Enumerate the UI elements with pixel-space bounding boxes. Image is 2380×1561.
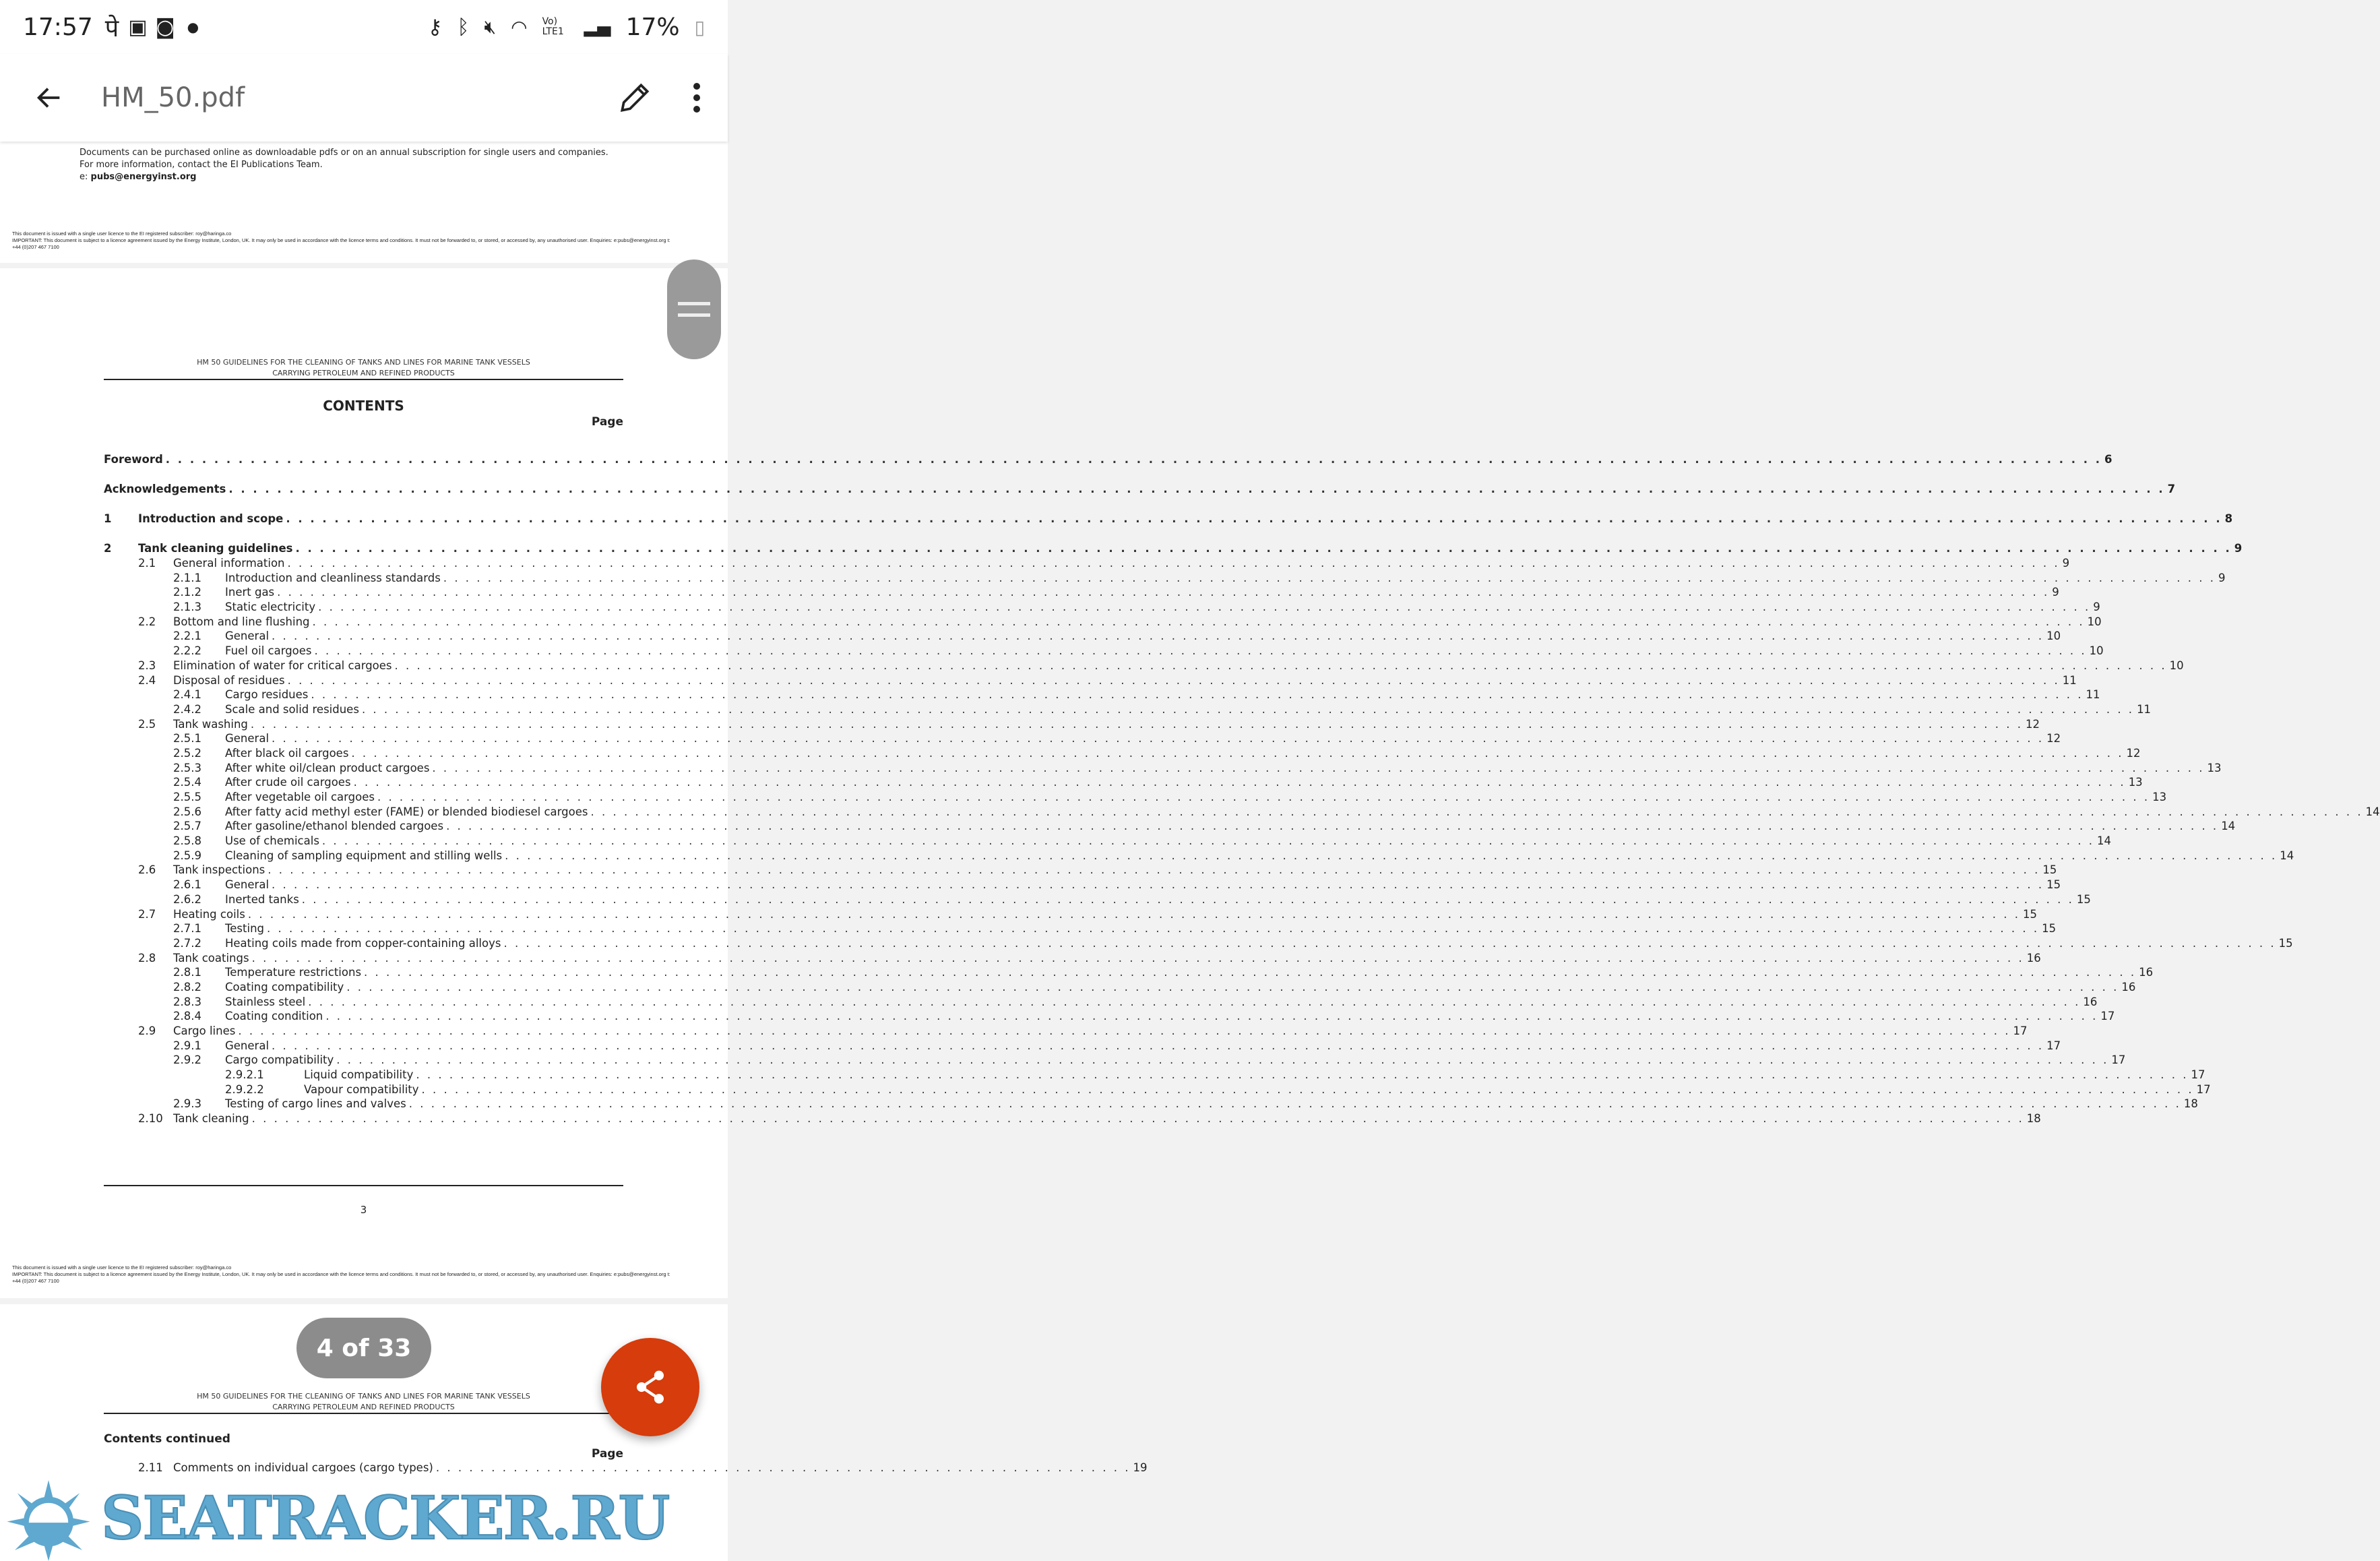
- toc-number: 2.9.2: [173, 1053, 201, 1067]
- toc-page: 7: [2167, 483, 2176, 495]
- toc-number: 2.1.3: [173, 601, 201, 614]
- dot-leader: . . . . . . . . . . . . . . . . . . . . . . . . . . . . . . . . . . . . . . . . . . . . . . . . . . . . . . . . . . . . . . . . . . . . . . . . . . . . . . . . . . . . . . . . . . . . . . . . . . . . . . . . . . . . . . . . . . . . . . . . . . . . . . . . . . . . . . . . . . . . . . . . . . . . . . . . . . . . . . . .: [353, 776, 2126, 789]
- dot-leader: . . . . . . . . . . . . . . . . . . . . . . . . . . . . . . . . . . . . . . . . . . . . . . . . . . . . . . . . . . . . . . . . . . . . . . . . . . . . . . . . . . . . . . . . . . . . . . . . . . . . . . . . . . . . . . . . . . . . . . . . . . . . . . . . . . . . . . . . . . . . . . . . . . . . . . . . . . . . . . . .: [443, 571, 2216, 584]
- doc-header-line2: CARRYING PETROLEUM AND REFINED PRODUCTS: [272, 1403, 455, 1411]
- doc-header-line2: CARRYING PETROLEUM AND REFINED PRODUCTS: [272, 369, 455, 377]
- toc-title: Heating coils made from copper-containing alloys: [225, 936, 501, 950]
- dot-leader: . . . . . . . . . . . . . . . . . . . . . . . . . . . . . . . . . . . . . . . . . . . . . . . . . . . . . . . . . . . . . . . . . . . . . . . . . . . . . . . . . . . . . . . . . . . . . . . . . . . . . . . . . . . . . . . . . . . . . . . . . . . . . . . . . . . . . . . . . . . . . . . . . . . . . . . . . . . . . . . .: [312, 615, 2085, 628]
- toc-title: Liquid compatibility: [304, 1068, 414, 1082]
- dot-leader: . . . . . . . . . . . . . . . . . . . . . . . . . . . . . . . . . . . . . . . . . . . . . . . . . . . . . . . . . . . . . . . . . . . . . . . . . . . . . . . . . . . . . . . . . . . . . . . . . . . . . . . . . . . . . . . . . . . . . . . . . . . . . . . . . . . . . . . . . . . . . . . . . . . . . . . . . . . . . . . .: [228, 483, 2165, 495]
- dot-leader: . . . . . . . . . . . . . . . . . . . . . . . . . . . . . . . . . . . . . . . . . . . . . . . . . . . . . . . . . . . . . . . . . . . . . . . . . . . . . . . . . . . . . . . . . . . . . . . . . . . . . . . . . . . . . . . . . . . . . . . . . . . . . . . . . . . . . . . . . . . . . . . . . . . . . . . . . . . . . . . .: [432, 761, 2205, 774]
- toc-number: 2.5.2: [173, 746, 201, 760]
- toc-row[interactable]: [104, 921, 2057, 936]
- toc-page: 14: [2097, 834, 2112, 848]
- toc-page: 16: [2121, 980, 2136, 993]
- toc-title: Acknowledgements: [104, 483, 226, 495]
- key-icon: ⚷: [427, 15, 443, 39]
- toc-number: 2.7: [138, 907, 156, 921]
- toc-number: 2.1.1: [173, 571, 201, 584]
- dot-leader: . . . . . . . . . . . . . . . . . . . . . . . . . . . . . . . . . . . . . . . . . . . . . . . . . . . . . . . . . . . . . . . . . . . . . . . . . . . . . . . . . . . . . . . . . . . . . . . . . . . . . . . . . . . . . . . . . . . . . . . . . . . . . . . . . . . . . . . . . . . . . . . . . . . . . . . . . . . . . . . .: [268, 863, 2040, 877]
- dot-leader: . . . . . . . . . . . . . . . . . . . . . . . . . . . . . . . . . . . . . . . . . . . . . . . . . . . . . . . . . . . . . . . . . . . . . . . . . . . . . . . . . . . . . . . . . . . . . . . . . . . . . . . . . . . . . . . . . . . . . . . . . . . . . . . . . . . . . . . . . . . . . . . . . . . . . . . . . . . . . . . .: [272, 878, 2044, 892]
- page-indicator: 4 of 33: [296, 1318, 431, 1378]
- toc-number: 2.5.4: [173, 776, 201, 789]
- page-column-label: Page: [591, 1447, 623, 1461]
- toc-row[interactable]: [138, 1461, 1148, 1475]
- dot-leader: . . . . . . . . . . . . . . . . . . . . . . . . . . . . . . . . . . . . . . . . . . . . . . . . . . . . . . . . . . . . . . . . . . . . . . . . . . . . . . . . . . . . . . . . . . . . . . . . . . . . . . . . . . . . . . . . . . . . . . . . . . . . . . . . . . . . . . . . . . . . . . . . . . . . . . . . . . . . . . . .: [361, 702, 2135, 716]
- toc-row[interactable]: [104, 585, 2059, 600]
- toc-row[interactable]: [104, 892, 2091, 907]
- toc-number: 2.9.2.2: [225, 1082, 264, 1096]
- toc-title: Coating condition: [225, 1010, 323, 1023]
- toc-row[interactable]: [104, 445, 2112, 475]
- toc-title: After white oil/clean product cargoes: [225, 761, 430, 774]
- toc-row[interactable]: [104, 615, 2102, 630]
- toc-title: After crude oil cargoes: [225, 776, 351, 789]
- toc-number: 2.8.1: [173, 966, 201, 979]
- toc-page: 17: [2046, 1039, 2061, 1052]
- toc-number: 2.5: [138, 717, 156, 731]
- share-icon: [633, 1368, 668, 1406]
- toc-number: 2.2: [138, 615, 156, 628]
- toc-page: 12: [2046, 732, 2061, 745]
- toc-page: 17: [2191, 1068, 2205, 1082]
- dot-leader: . . . . . . . . . . . . . . . . . . . . . . . . . . . . . . . . . . . . . . . . . . . . . . . . . . . . . . . . . . . . . . . . . . . . . . . . . . . . . . . . . . . . . . . . . . . . . . . . . . . . . . . . . . . . . . . . . . . . . . . . . . . . . . . . . . . . . . . . . . . . . . . . . . . . . . . . . . . . . . . .: [250, 717, 2024, 731]
- toc-title: Cargo compatibility: [225, 1053, 334, 1067]
- dot-leader: . . . . . . . . . . . . . . . . . . . . . . . . . . . . . . . . . . . . . . . . . . . . . . . . . . . . . . . . . . . . . . . . . . . . . . . . . . . . . . . . . . . . . . . . . . . . . . . . . . . . . . . . . . . . . . . . . . . . . . . . . . . . . . . . . . . . . . . . . . . . . . . . . . . . . . . . . . . . . . . .: [325, 1010, 2098, 1023]
- dot-leader: . . . . . . . . . . . . . . . . . . . . . . . . . . . . . . . . . . . . . . . . . . . . . . . . . . . . . . . . . . . . . . . . . . . . . . . . . . . . . . . . . . . . . . . . . . . . . . . . . . . . . . . . . . . . . . . . . . . . . . . . . . . . . . . . . . . . . . . . . . . . . . . . . . . . . . . . . . . . . . . .: [590, 805, 2363, 818]
- dot-leader: . . . . . . . . . . . . . . . . . . . . . . . . . . . . . . . . . . . . . . . . . . . . . . . . . . . . . . . . . . . . . . . . . . . . . . . . . . . . . . . . . . . . . . . . . . . . . . . . . . . . . . . . . . . . . . . . . . . . . . . . . . . . . . . . . . . . . . . . . . . . . . . . . . . . . . . . . . . . . . . .: [295, 542, 2232, 555]
- toc-number: 2.7.2: [173, 936, 201, 950]
- page-column-label: Page: [591, 415, 623, 429]
- toc-row[interactable]: [104, 995, 2098, 1010]
- header-rule: [104, 379, 623, 380]
- toc-page: 14: [2221, 820, 2236, 833]
- toc-page: 15: [2022, 907, 2037, 921]
- app-bar: [0, 54, 728, 142]
- toc-number: 2.5.1: [173, 732, 201, 745]
- toc-number: 2.3: [138, 659, 156, 672]
- toc-page: 13: [2128, 776, 2143, 789]
- toc-row[interactable]: [104, 849, 2294, 863]
- app-icon: ◙: [155, 15, 175, 39]
- toc-row[interactable]: [104, 1039, 2061, 1053]
- toc-page: 17: [2196, 1082, 2211, 1096]
- toc-page: 15: [2042, 922, 2057, 936]
- dot-leader: . . . . . . . . . . . . . . . . . . . . . . . . . . . . . . . . . . . . . . . . . . . . . . . . . . . . . . . . . . . . . . . . . . . . . . . . . . . . . . . . . . . . . . . . . . . . . . . . . . . . . . . . . . . . . . . . . . . . . . . . . . . . . . . . . . . . . . . . . . . . . . . . . . . . . . . . . . . . . . . .: [247, 907, 2020, 921]
- toc-number: 2.11: [138, 1461, 163, 1474]
- toc-title: General: [225, 732, 270, 745]
- dot-leader: . . . . . . . . . . . . . . . . . . . . . . . . . . . . . . . . . . . . . . . . . . . . . . . . . . . . . . . . . . . . . . . . . . . . . . . . . . . . . . . . . . . . . . . . . . . . . . . . . . . . . . . . . . . . . . . . . . . . . . . . . . . . . . . . . . . . . . . . . . . . . . . . . . . . . . . . . . . . . . . .: [503, 936, 2276, 950]
- battery-icon: ▯: [694, 16, 705, 38]
- toc-page: 12: [2026, 717, 2040, 731]
- toc-row[interactable]: [104, 717, 2040, 732]
- toc-number: 2.9.3: [173, 1097, 201, 1111]
- toc-page: 10: [2046, 630, 2061, 643]
- dot-leader: . . . . . . . . . . . . . . . . . . . . . . . . . . . . . . . . . . . . . . . . . . . . . . . . . . . . . . . . . . . . . . . . . . . . . . . . . . . . . . . . . . . . . . . . . . . . . . . . . . . . . . . . . . . . . . . . . . . . . . . . . . . . . . . . . . . . . . . . . . . . . . . . . . . . . . . . . . . . . . . .: [238, 1024, 2011, 1037]
- toc-number: 2.6.1: [173, 878, 201, 892]
- toc-row[interactable]: [104, 834, 2112, 849]
- status-time: 17:57: [23, 13, 93, 41]
- dot-leader: . . . . . . . . . . . . . . . . . . . . . . . . . . . . . . . . . . . . . . . . . . . . . . . . . . . . . . . . . . . . . . . . . . . . . . . . . . . . . . . . . . . . . . . . . . . . . . . . . . . . . . . . . . . . . . . . . . . . . . . . . . . . . . . . . . . . . . . . . . . . . . . . . . . . . . . . . . . . . . . .: [318, 601, 2091, 614]
- toc-title: Introduction and scope: [138, 512, 284, 525]
- sun-logo-icon: [7, 1480, 90, 1561]
- dot-leader: . . . . . . . . . . . . . . . . . . . . . . . . . . . . . . . . . . . . . . . . . . . . . . . . . . . . . . . . . . . . . . . . . . . . . . . . . . . . . . . . . . . . . . . . . . . . . . . . . . . . . . . . . . . . . . . . . . . . . . . . . . . . . . . . . . . . . . . . . . . . . . . . . . . . . . . . . . . . . . . .: [301, 892, 2074, 906]
- pdf-page-previous: [0, 142, 728, 263]
- back-arrow-icon[interactable]: [34, 82, 65, 113]
- toc-row[interactable]: [104, 761, 2222, 776]
- toc-number: 2.5.5: [173, 791, 201, 803]
- toc-number: 2.2.1: [173, 630, 201, 643]
- toc-title: General: [225, 878, 270, 892]
- toc-title: Testing of cargo lines and valves: [225, 1097, 406, 1111]
- status-bar: [0, 0, 728, 54]
- doc-header-line1: HM 50 GUIDELINES FOR THE CLEANING OF TANKS AND LINES FOR MARINE TANK VESSELS: [197, 358, 530, 367]
- share-button[interactable]: [601, 1338, 699, 1436]
- toc-page: 18: [2183, 1097, 2198, 1111]
- toc-title: Vapour compatibility: [304, 1082, 419, 1096]
- toc-row[interactable]: [104, 1009, 2115, 1024]
- toc-title: After fatty acid methyl ester (FAME) or blended biodiesel cargoes: [225, 805, 588, 818]
- toc-number: 2.8.4: [173, 1010, 201, 1023]
- dot-leader: . . . . . . . . . . . . . . . . . . . . . . . . . . . . . . . . . . . . . . . . . . . . . . . . . . . . . . . . . . . . . . . . . . . . . . . . . . . . . . . . . . . . . . . . . . . . . . . . . . . . . . . . . . . . . . . . . . . . . . . . . . . . . . . . . . . . . . . . . . . . . . . . . . . . . . . . . . . . . . . .: [165, 453, 2102, 466]
- licence-line: This document is issued with a single user licence to the EI registered subscriber: roy@haringa.co: [12, 231, 232, 237]
- watermark-logo: [0, 1480, 728, 1561]
- toc-number: 2.5.3: [173, 761, 201, 774]
- dot-leader: . . . . . . . . . . . . . . . . . . . . . . . . . . . . . . . . . . . . . . . . . . . . . . . . . . . . . . . . . . . . . . . . . . . . . . . . . . . . . . . . . . . . . . . . . . . . . . . . . . . . . . . . . . . . . . . . . . . . . . . . . . . . . . . . . . . . . . . . . . . . . . . . . . . . . . . . . . . . . . . .: [377, 791, 2150, 803]
- dot-icon: ●: [187, 19, 199, 35]
- more-options-icon[interactable]: [693, 82, 701, 113]
- table-of-contents: [104, 445, 2380, 1126]
- dot-leader: . . . . . . . . . . . . . . . . . . . . . . . . . . . . . . . . . . . . . . . . . . . . . . . . . . . . . . . . . . . . . . . . . . . . . . . . . . . . . . . . . . . . . . . . . . . . . . . . . . . . . . . . . . . . . . . . . . . . . . . . . . . . . . . . . . . . . . . . . . . . . . . . . . . . . . . . . . . . . . . .: [251, 1112, 2024, 1126]
- toc-page: 9: [2093, 601, 2100, 614]
- toc-title: Use of chemicals: [225, 834, 319, 848]
- toc-number: 2.9.1: [173, 1039, 201, 1052]
- page-number: 3: [360, 1204, 367, 1216]
- phone-line: +44 (0)207 467 7100: [12, 1278, 59, 1284]
- toc-page: 15: [2076, 892, 2091, 906]
- toc-row[interactable]: [104, 790, 2167, 805]
- contents-continued-title: Contents continued: [104, 1432, 230, 1446]
- toc-title: Foreword: [104, 453, 163, 466]
- toc-title: Testing: [225, 922, 265, 936]
- toc-row[interactable]: [104, 673, 2077, 688]
- toc-number: 2.4.1: [173, 688, 201, 702]
- toc-page: 17: [2100, 1010, 2115, 1023]
- dot-leader: . . . . . . . . . . . . . . . . . . . . . . . . . . . . . . . . . . . . . . . . . . . . . . . . . . . . . . . . . . . . . . .: [435, 1461, 1131, 1474]
- licence-line: This document is issued with a single user licence to the EI registered subscriber: roy@haringa.co: [12, 1264, 232, 1271]
- toc-title: Heating coils: [173, 907, 245, 921]
- toc-number: 2.6: [138, 863, 156, 877]
- dot-leader: . . . . . . . . . . . . . . . . . . . . . . . . . . . . . . . . . . . . . . . . . . . . . . . . . . . . . . . . . . . . . . . . . . . . . . . . . . . . . . . . . . . . . . . . . . . . . . . . . . . . . . . . . . . . . . . . . . . . . . . . . . . . . . . . . . . . . . . . . . . . . . . . . . . . . . . . . . . . . . . .: [446, 820, 2219, 833]
- toc-row[interactable]: [104, 1024, 2028, 1039]
- toc-page: 10: [2089, 644, 2104, 658]
- dot-leader: . . . . . . . . . . . . . . . . . . . . . . . . . . . . . . . . . . . . . . . . . . . . . . . . . . . . . . . . . . . . . . . . . . . . . . . . . . . . . . . . . . . . . . . . . . . . . . . . . . . . . . . . . . . . . . . . . . . . . . . . . . . . . . . . . . . . . . . . . . . . . . . . . . . . . . . . . . . . . . . .: [311, 688, 2084, 702]
- dot-leader: . . . . . . . . . . . . . . . . . . . . . . . . . . . . . . . . . . . . . . . . . . . . . . . . . . . . . . . . . . . . . . . . . . . . . . . . . . . . . . . . . . . . . . . . . . . . . . . . . . . . . . . . . . . . . . . . . . . . . . . . . . . . . . . . . . . . . . . . . . . . . . . . . . . . . . . . . . . . . . . .: [394, 659, 2167, 672]
- dot-leader: . . . . . . . . . . . . . . . . . . . . . . . . . . . . . . . . . . . . . . . . . . . . . . . . . . . . . . . . . . . . . . . . . . . . . . . . . . . . . . . . . . . . . . . . . . . . . . . . . . . . . . . . . . . . . . . . . . . . . . . . . . . . . . . . . . . . . . . . . . . . . . . . . . . . . . . . . . . . . . . .: [272, 1039, 2044, 1052]
- toc-number: 2.9.2.1: [225, 1068, 264, 1082]
- edit-pencil-icon[interactable]: [616, 79, 654, 117]
- phone-line: +44 (0)207 467 7100: [12, 244, 59, 250]
- toc-title: Tank washing: [173, 717, 248, 731]
- dot-leader: . . . . . . . . . . . . . . . . . . . . . . . . . . . . . . . . . . . . . . . . . . . . . . . . . . . . . . . . . . . . . . . . . . . . . . . . . . . . . . . . . . . . . . . . . . . . . . . . . . . . . . . . . . . . . . . . . . . . . . . . . . . . . . . . . . . . . . . . . . . . . . . . . . . . . . . . . . . . . . . .: [277, 586, 2050, 599]
- toc-number: 2.5.6: [173, 805, 201, 818]
- toc-row[interactable]: [104, 556, 2070, 571]
- toc-number: 2.10: [138, 1112, 163, 1126]
- dot-leader: . . . . . . . . . . . . . . . . . . . . . . . . . . . . . . . . . . . . . . . . . . . . . . . . . . . . . . . . . . . . . . . . . . . . . . . . . . . . . . . . . . . . . . . . . . . . . . . . . . . . . . . . . . . . . . . . . . . . . . . . . . . . . . . . . . . . . . . . . . . . . . . . . . . . . . . . . . . . . . . .: [336, 1053, 2109, 1067]
- toc-page: 10: [2169, 659, 2184, 672]
- toc-page: 16: [2139, 966, 2154, 979]
- toc-row[interactable]: [104, 878, 2061, 892]
- toc-title: Coating compatibility: [225, 980, 344, 993]
- email-label: e:: [80, 172, 88, 182]
- toc-title: Tank coatings: [173, 951, 249, 965]
- toc-title: Tank cleaning: [173, 1112, 249, 1126]
- dot-leader: . . . . . . . . . . . . . . . . . . . . . . . . . . . . . . . . . . . . . . . . . . . . . . . . . . . . . . . . . . . . . . . . . . . . . . . . . . . . . . . . . . . . . . . . . . . . . . . . . . . . . . . . . . . . . . . . . . . . . . . . . . . . . . . . . . . . . . . . . . . . . . . . . . . . . . . . . . . . . . . .: [321, 834, 2095, 848]
- important-line: IMPORTANT: This document is subject to a licence agreement issued by the Energy Institute, London, UK. It may only be used in accordance with the licence terms and conditions. It must not be forwarded to, or stored, or accessed by, any unauthorised user. Enquiries: e:pubs@energyinst.org t:: [12, 237, 670, 243]
- dot-leader: . . . . . . . . . . . . . . . . . . . . . . . . . . . . . . . . . . . . . . . . . . . . . . . . . . . . . . . . . . . . . . . . . . . . . . . . . . . . . . . . . . . . . . . . . . . . . . . . . . . . . . . . . . . . . . . . . . . . . . . . . . . . . . . . . . . . . . . . . . . . . . . . . . . . . . . . . . . . . . . .: [287, 557, 2060, 570]
- dot-leader: . . . . . . . . . . . . . . . . . . . . . . . . . . . . . . . . . . . . . . . . . . . . . . . . . . . . . . . . . . . . . . . . . . . . . . . . . . . . . . . . . . . . . . . . . . . . . . . . . . . . . . . . . . . . . . . . . . . . . . . . . . . . . . . . . . . . . . . . . . . . . . . . . . . . . . . . . . . . . . . .: [287, 673, 2060, 687]
- toc-number: 2.1: [138, 557, 156, 570]
- toc-page: 16: [2083, 995, 2098, 1008]
- dot-leader: . . . . . . . . . . . . . . . . . . . . . . . . . . . . . . . . . . . . . . . . . . . . . . . . . . . . . . . . . . . . . . . . . . . . . . . . . . . . . . . . . . . . . . . . . . . . . . . . . . . . . . . . . . . . . . . . . . . . . . . . . . . . . . . . . . . . . . . . . . . . . . . . . . . . . . . . . . . . . . . .: [416, 1068, 2189, 1082]
- contents-title: CONTENTS: [323, 398, 404, 414]
- toc-row[interactable]: [104, 805, 2380, 820]
- toc-row[interactable]: [104, 746, 2141, 761]
- toc-row[interactable]: [104, 1053, 2126, 1068]
- dot-leader: . . . . . . . . . . . . . . . . . . . . . . . . . . . . . . . . . . . . . . . . . . . . . . . . . . . . . . . . . . . . . . . . . . . . . . . . . . . . . . . . . . . . . . . . . . . . . . . . . . . . . . . . . . . . . . . . . . . . . . . . . . . . . . . . . . . . . . . . . . . . . . . . . . . . . . . . . . . . . . . .: [346, 980, 2119, 993]
- toc-title: Cargo residues: [225, 688, 309, 702]
- dot-leader: . . . . . . . . . . . . . . . . . . . . . . . . . . . . . . . . . . . . . . . . . . . . . . . . . . . . . . . . . . . . . . . . . . . . . . . . . . . . . . . . . . . . . . . . . . . . . . . . . . . . . . . . . . . . . . . . . . . . . . . . . . . . . . . . . . . . . . . . . . . . . . . . . . . . . . . . . . . . . . . .: [251, 951, 2024, 965]
- toc-number: 2.8.3: [173, 995, 201, 1008]
- toc-number: 2: [104, 542, 112, 555]
- toc-row[interactable]: [104, 980, 2136, 995]
- toc-page: 9: [2218, 571, 2226, 584]
- wifi-icon: ◠: [511, 16, 528, 38]
- toc-row[interactable]: [104, 600, 2100, 615]
- toc-title: Elimination of water for critical cargoes: [173, 659, 392, 672]
- toc-row[interactable]: [104, 936, 2293, 951]
- toc-title: Stainless steel: [225, 995, 306, 1008]
- dot-leader: . . . . . . . . . . . . . . . . . . . . . . . . . . . . . . . . . . . . . . . . . . . . . . . . . . . . . . . . . . . . . . . . . . . . . . . . . . . . . . . . . . . . . . . . . . . . . . . . . . . . . . . . . . . . . . . . . . . . . . . . . . . . . . . . . . . . . . . . . . . . . . . . . . . . . . . . . . . . . . . .: [408, 1097, 2181, 1111]
- toc-row[interactable]: [104, 731, 2061, 746]
- watermark-text: SEATRACKER.RU: [101, 1483, 669, 1553]
- toc-page: 11: [2086, 688, 2100, 702]
- toc-title: Fuel oil cargoes: [225, 644, 312, 658]
- header-rule: [104, 1413, 623, 1414]
- email-link[interactable]: pubs@energyinst.org: [90, 172, 197, 182]
- fast-scroll-handle[interactable]: [667, 259, 721, 359]
- toc-row[interactable]: [104, 965, 2154, 980]
- toc-page: 10: [2087, 615, 2102, 628]
- toc-title: Disposal of residues: [173, 673, 285, 687]
- toc-title: Inerted tanks: [225, 892, 299, 906]
- toc-page: 18: [2026, 1112, 2041, 1126]
- dot-leader: . . . . . . . . . . . . . . . . . . . . . . . . . . . . . . . . . . . . . . . . . . . . . . . . . . . . . . . . . . . . . . . . . . . . . . . . . . . . . . . . . . . . . . . . . . . . . . . . . . . . . . . . . . . . . . . . . . . . . . . . . . . . . . . . . . . . . . . . . . . . . . . . . . . . . . . . . . . . . . . .: [267, 922, 2040, 936]
- toc-title: General: [225, 1039, 270, 1052]
- toc-number: 2.5.8: [173, 834, 201, 848]
- toc-page: 12: [2126, 746, 2141, 760]
- toc-row[interactable]: [104, 1111, 2041, 1126]
- toc-page: 6: [2104, 453, 2112, 466]
- toc-page: 15: [2046, 878, 2061, 892]
- toc-page: 13: [2152, 791, 2167, 803]
- toc-page: 19: [1133, 1461, 1148, 1474]
- toc-title: Cargo lines: [173, 1024, 236, 1037]
- toc-page: 9: [2062, 557, 2070, 570]
- footer-rule: [104, 1185, 623, 1186]
- toc-title: Inert gas: [225, 586, 275, 599]
- toc-number: 2.4: [138, 673, 156, 687]
- dot-leader: . . . . . . . . . . . . . . . . . . . . . . . . . . . . . . . . . . . . . . . . . . . . . . . . . . . . . . . . . . . . . . . . . . . . . . . . . . . . . . . . . . . . . . . . . . . . . . . . . . . . . . . . . . . . . . . . . . . . . . . . . . . . . . . . . . . . . . . . . . . . . . . . . . . . . . . . . . . . . . . .: [421, 1082, 2194, 1096]
- toc-page: 13: [2207, 761, 2222, 774]
- toc-row[interactable]: [104, 475, 2176, 504]
- dot-leader: . . . . . . . . . . . . . . . . . . . . . . . . . . . . . . . . . . . . . . . . . . . . . . . . . . . . . . . . . . . . . . . . . . . . . . . . . . . . . . . . . . . . . . . . . . . . . . . . . . . . . . . . . . . . . . . . . . . . . . . . . . . . . . . . . . . . . . . . . . . . . . . . . . . . . . . . . . . . . . . .: [351, 746, 2124, 760]
- toc-number: 2.8: [138, 951, 156, 965]
- dot-leader: . . . . . . . . . . . . . . . . . . . . . . . . . . . . . . . . . . . . . . . . . . . . . . . . . . . . . . . . . . . . . . . . . . . . . . . . . . . . . . . . . . . . . . . . . . . . . . . . . . . . . . . . . . . . . . . . . . . . . . . . . . . . . . . . . . . . . . . . . . . . . . . . . . . . . . . . . . . . . . . .: [286, 512, 2222, 525]
- toc-number: 2.1.2: [173, 586, 201, 599]
- toc-row[interactable]: [104, 629, 2061, 644]
- battery-percent: 17%: [625, 13, 680, 41]
- important-line: IMPORTANT: This document is subject to a licence agreement issued by the Energy Institute, London, UK. It may only be used in accordance with the licence terms and conditions. It must not be forwarded to, or stored, or accessed by, any unauthorised user. Enquiries: e:pubs@energyinst.org t:: [12, 1271, 670, 1277]
- toc-row[interactable]: [104, 907, 2037, 922]
- toc-row[interactable]: [104, 687, 2100, 702]
- toc-page: 9: [2052, 586, 2059, 599]
- toc-page: 11: [2137, 702, 2152, 716]
- toc-row[interactable]: [104, 644, 2104, 659]
- network-label: Vo) LTE1: [542, 16, 564, 37]
- gallery-icon: ▣: [128, 15, 148, 39]
- doc-header-line1: HM 50 GUIDELINES FOR THE CLEANING OF TANKS AND LINES FOR MARINE TANK VESSELS: [197, 1392, 530, 1401]
- purchase-info: Documents can be purchased online as downloadable pdfs or on an annual subscription for single users and companies.: [80, 148, 608, 158]
- toc-title: After gasoline/ethanol blended cargoes: [225, 820, 444, 833]
- toc-row[interactable]: [104, 504, 2233, 534]
- toc-title: Bottom and line flushing: [173, 615, 310, 628]
- toc-title: Comments on individual cargoes (cargo types): [173, 1461, 433, 1474]
- toc-page: 8: [2224, 512, 2233, 525]
- toc-page: 9: [2234, 542, 2243, 555]
- toc-title: After black oil cargoes: [225, 746, 349, 760]
- toc-number: 2.8.2: [173, 980, 201, 993]
- toc-row[interactable]: [104, 1082, 2211, 1097]
- dot-leader: . . . . . . . . . . . . . . . . . . . . . . . . . . . . . . . . . . . . . . . . . . . . . . . . . . . . . . . . . . . . . . . . . . . . . . . . . . . . . . . . . . . . . . . . . . . . . . . . . . . . . . . . . . . . . . . . . . . . . . . . . . . . . . . . . . . . . . . . . . . . . . . . . . . . . . . . . . . . . . . .: [505, 849, 2278, 862]
- toc-title: Tank cleaning guidelines: [138, 542, 293, 555]
- toc-page: 11: [2062, 673, 2077, 687]
- dot-leader: . . . . . . . . . . . . . . . . . . . . . . . . . . . . . . . . . . . . . . . . . . . . . . . . . . . . . . . . . . . . . . . . . . . . . . . . . . . . . . . . . . . . . . . . . . . . . . . . . . . . . . . . . . . . . . . . . . . . . . . . . . . . . . . . . . . . . . . . . . . . . . . . . . . . . . . . . . . . . . . .: [272, 630, 2044, 643]
- toc-page: 15: [2278, 936, 2293, 950]
- mute-icon: 🔇︎: [484, 16, 497, 38]
- toc-row[interactable]: [104, 775, 2143, 790]
- toc-title: Static electricity: [225, 601, 316, 614]
- bluetooth-icon: ᛒ: [457, 15, 470, 39]
- toc-title: Introduction and cleanliness standards: [225, 571, 441, 584]
- toc-row[interactable]: [104, 571, 2226, 586]
- toc-title: General information: [173, 557, 285, 570]
- toc-number: 2.2.2: [173, 644, 201, 658]
- toc-row[interactable]: [104, 1068, 2205, 1082]
- toc-title: Scale and solid residues: [225, 702, 359, 716]
- toc-row[interactable]: [104, 819, 2236, 834]
- toc-title: Cleaning of sampling equipment and stilling wells: [225, 849, 503, 862]
- signal-icon: ▂▄: [584, 17, 611, 37]
- toc-number: 2.6.2: [173, 892, 201, 906]
- toc-page: 17: [2111, 1053, 2126, 1067]
- dot-leader: . . . . . . . . . . . . . . . . . . . . . . . . . . . . . . . . . . . . . . . . . . . . . . . . . . . . . . . . . . . . . . . . . . . . . . . . . . . . . . . . . . . . . . . . . . . . . . . . . . . . . . . . . . . . . . . . . . . . . . . . . . . . . . . . . . . . . . . . . . . . . . . . . . . . . . . . . . . . . . . .: [314, 644, 2087, 658]
- notification-icon: पे: [104, 14, 119, 42]
- contact-info: For more information, contact the EI Publications Team.: [80, 160, 323, 170]
- toc-page: 14: [2280, 849, 2294, 862]
- toc-page: 15: [2042, 863, 2057, 877]
- toc-row[interactable]: [104, 659, 2184, 673]
- toc-row[interactable]: [104, 863, 2057, 878]
- toc-number: 2.4.2: [173, 702, 201, 716]
- dot-leader: . . . . . . . . . . . . . . . . . . . . . . . . . . . . . . . . . . . . . . . . . . . . . . . . . . . . . . . . . . . . . . . . . . . . . . . . . . . . . . . . . . . . . . . . . . . . . . . . . . . . . . . . . . . . . . . . . . . . . . . . . . . . . . . . . . . . . . . . . . . . . . . . . . . . . . . . . . . . . . . .: [272, 732, 2044, 745]
- toc-number: 2.9: [138, 1024, 156, 1037]
- toc-title: After vegetable oil cargoes: [225, 791, 375, 803]
- toc-title: Temperature restrictions: [225, 966, 362, 979]
- toc-page: 14: [2365, 805, 2380, 818]
- toc-number: 1: [104, 512, 112, 525]
- toc-number: 2.5.7: [173, 820, 201, 833]
- dot-leader: . . . . . . . . . . . . . . . . . . . . . . . . . . . . . . . . . . . . . . . . . . . . . . . . . . . . . . . . . . . . . . . . . . . . . . . . . . . . . . . . . . . . . . . . . . . . . . . . . . . . . . . . . . . . . . . . . . . . . . . . . . . . . . . . . . . . . . . . . . . . . . . . . . . . . . . . . . . . . . . .: [364, 966, 2137, 979]
- toc-page: 16: [2026, 951, 2041, 965]
- toc-row[interactable]: [104, 1097, 2198, 1111]
- toc-page: 17: [2013, 1024, 2028, 1037]
- document-title: HM_50.pdf: [101, 82, 245, 113]
- toc-title: Tank inspections: [173, 863, 265, 877]
- toc-title: General: [225, 630, 270, 643]
- toc-row[interactable]: [104, 951, 2041, 966]
- toc-number: 2.7.1: [173, 922, 201, 936]
- dot-leader: . . . . . . . . . . . . . . . . . . . . . . . . . . . . . . . . . . . . . . . . . . . . . . . . . . . . . . . . . . . . . . . . . . . . . . . . . . . . . . . . . . . . . . . . . . . . . . . . . . . . . . . . . . . . . . . . . . . . . . . . . . . . . . . . . . . . . . . . . . . . . . . . . . . . . . . . . . . . . . . .: [308, 995, 2081, 1008]
- toc-row[interactable]: [104, 702, 2152, 717]
- toc-number: 2.5.9: [173, 849, 201, 862]
